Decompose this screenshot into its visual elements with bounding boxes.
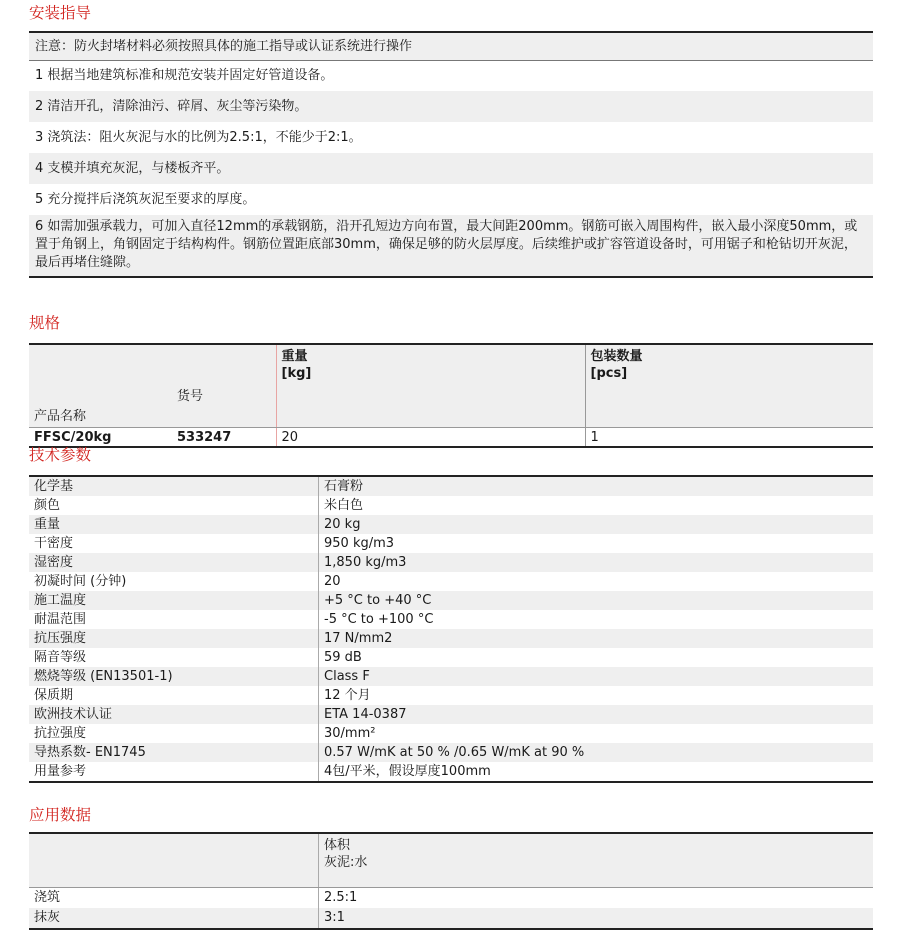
tech-param-value: 20 [319,572,874,591]
table-row [29,686,873,705]
table-row [29,724,873,743]
table-row [29,705,873,724]
table-row [29,629,873,648]
spec-header-row [29,345,873,427]
table-row [29,534,873,553]
table-row [29,908,873,928]
table-row [29,610,873,629]
install-section-title: 安装指导 [29,4,92,22]
tech-param-value: 1,850 kg/m3 [319,553,874,572]
tech-param-value: 0.57 W/mK at 50 % /0.65 W/mK at 90 % [319,743,874,762]
spec-header-sku: 货号 [177,389,204,404]
tech-param-name: 抗压强度 [29,629,319,648]
tech-param-name: 保质期 [29,686,319,705]
tech-table [29,477,873,781]
table-row [29,888,873,908]
tech-param-name: 隔音等级 [29,648,319,667]
tech-param-name: 湿密度 [29,553,319,572]
install-step-5: 5 充分搅拌后浇筑灰泥至要求的厚度。 [35,192,256,207]
tech-section-title: 技术参数 [29,446,92,464]
tech-param-value: 4包/平米，假设厚度100mm [319,762,874,781]
table-row [29,477,873,496]
tech-param-value: ETA 14-0387 [319,705,874,724]
install-step-1: 1 根据当地建筑标准和规范安装并固定好管道设备。 [35,68,334,83]
install-step-2: 2 清洁开孔，清除油污、碎屑、灰尘等污染物。 [29,91,873,122]
spec-header-weight-unit: [kg] [281,366,312,381]
spec-section-title: 规格 [29,314,61,332]
tech-param-value: 59 dB [319,648,874,667]
install-step-6: 6 如需加强承载力，可加入直径12mm的承载钢筋，沿开孔短边方向布置，最大间距200mm。钢筋可嵌入周围构件，嵌入最小深度50mm，或置于角钢上，角钢固定于结构构件。钢筋位置距底部30mm，确保足够的防火层厚度。后续维护或扩容管道设备时，可用锯子和枪钻切开灰泥，最后再堵住缝隙。 [29,215,873,276]
tech-param-name: 燃烧等级 (EN13501-1) [29,667,319,686]
app-table [29,834,873,887]
tech-param-value: 30/mm² [319,724,874,743]
spec-block [29,343,873,448]
app-header-empty [29,834,319,887]
tech-param-name: 用量参考 [29,762,319,781]
tech-param-value: +5 °C to +40 °C [319,591,874,610]
install-step-3: 3 浇筑法：阻火灰泥与水的比例为2.5:1，不能少于2:1。 [35,130,362,145]
app-header-row [29,834,873,887]
app-row-key: 浇筑 [34,890,61,905]
spec-cell-sku: 533247 [177,430,232,445]
spec-header-pack-unit: [pcs] [590,366,628,381]
tech-param-value: 20 kg [319,515,874,534]
spec-cell-name: FFSC/20kg [34,430,112,445]
tech-param-value: 17 N/mm2 [319,629,874,648]
install-guide-block [29,31,873,278]
table-row [29,428,873,446]
table-row [29,496,873,515]
spec-header-name: 产品名称 [34,409,87,424]
tech-param-value: Class F [319,667,874,686]
tech-param-name: 干密度 [29,534,319,553]
spec-table [29,345,873,427]
app-row-value: 2.5:1 [319,888,874,908]
app-header-ratio-label: 灰泥:水 [324,855,368,870]
table-row [29,553,873,572]
spec-header-weight-label: 重量 [281,349,308,364]
spec-cell-pack: 1 [585,428,873,446]
spec-header-pack [585,345,873,427]
table-row [29,648,873,667]
tech-param-name: 施工温度 [29,591,319,610]
tech-param-name: 耐温范围 [29,610,319,629]
spec-cell-weight: 20 [276,428,585,446]
tech-param-value: -5 °C to +100 °C [319,610,874,629]
app-body-table [29,888,873,928]
tech-block [29,475,873,783]
tech-param-name: 初凝时间 (分钟) [29,572,319,591]
spec-header-pack-label: 包装数量 [590,349,643,364]
table-row [29,667,873,686]
tech-param-name: 化学基 [29,477,319,496]
tech-param-value: 米白色 [319,496,874,515]
tech-param-name: 颜色 [29,496,319,515]
tech-param-name: 重量 [29,515,319,534]
tech-param-value: 石膏粉 [319,477,874,496]
table-row [29,572,873,591]
app-row-value: 3:1 [319,908,874,928]
table-row [29,515,873,534]
install-step-4: 4 支模并填充灰泥，与楼板齐平。 [29,153,873,184]
tech-param-name: 抗拉强度 [29,724,319,743]
install-note: 注意：防火封堵材料必须按照具体的施工指导或认证系统进行操作 [29,33,873,60]
app-block [29,832,873,930]
spec-body-table [29,428,873,446]
tech-param-value: 12 个月 [319,686,874,705]
app-row-key: 抹灰 [29,908,319,928]
app-header-volume-label: 体积 [324,838,351,853]
table-row [29,762,873,781]
table-row [29,591,873,610]
app-header-volume [319,834,874,887]
tech-param-name: 欧洲技术认证 [29,705,319,724]
tech-param-name: 导热系数- EN1745 [29,743,319,762]
tech-param-value: 950 kg/m3 [319,534,874,553]
spec-header-weight [276,345,585,427]
table-row [29,743,873,762]
app-section-title: 应用数据 [29,806,92,824]
